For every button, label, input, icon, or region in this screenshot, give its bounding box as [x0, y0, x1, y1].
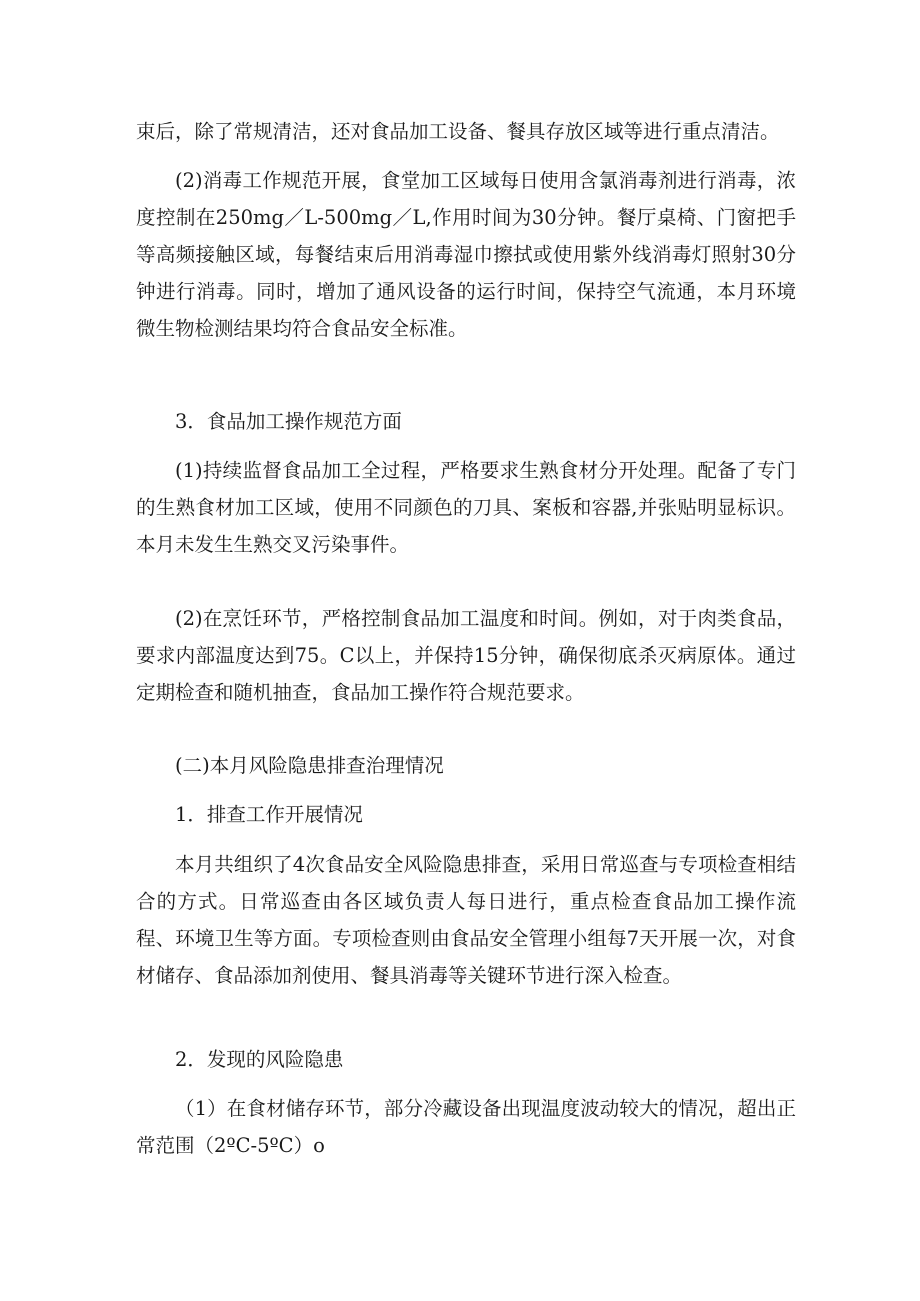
paragraph-cooking-temperature: (2)在烹饪环节，严格控制食品加工温度和时间。例如，对于肉类食品，要求内部温度达到75。C以上，并保持15分钟，确保彻底杀灭病原体。通过定期检查和随机抽查，食品加工操作符合规范要求。	[136, 607, 796, 704]
section-heading-processing: 3．食品加工操作规范方面	[175, 410, 402, 433]
section-heading-risk-check: (二)本月风险隐患排查治理情况	[175, 754, 444, 777]
subheading-found-risks: 2．发现的风险隐患	[175, 1048, 344, 1071]
paragraph-check-work: 本月共组织了4次食品安全风险隐患排查，采用日常巡查与专项检查相结合的方式。日常巡查由各区域负责人每日进行，重点检查食品加工操作流程、环境卫生等方面。专项检查则由食品安全管理小组每7天开展一次，对食材储存、食品添加剂使用、餐具消毒等关键环节进行深入检查。	[136, 853, 796, 987]
subheading-check-work: 1．排查工作开展情况	[175, 803, 363, 826]
paragraph-raw-cooked-separation: (1)持续监督食品加工全过程，严格要求生熟食材分开处理。配备了专门的生熟食材加工区域，使用不同颜色的刀具、案板和容器,并张贴明显标识。本月未发生生熟交叉污染事件。	[136, 459, 796, 556]
paragraph-disinfection: (2)消毒工作规范开展，食堂加工区域每日使用含氯消毒剂进行消毒，浓度控制在250mg／L-500mg／L,作用时间为30分钟。餐厅桌椅、门窗把手等高频接触区域，每餐结束后用消毒湿巾擦拭或使用紫外线消毒灯照射30分钟进行消毒。同时，增加了通风设备的运行时间，保持空气流通，本月环境微生物检测结果均符合食品安全标准。	[136, 169, 796, 340]
paragraph-cleaning-end: 束后，除了常规清洁，还对食品加工设备、餐具存放区域等进行重点清洁。	[136, 120, 780, 143]
paragraph-storage-risk: （1）在食材储存环节，部分冷藏设备出现温度波动较大的情况，超出正常范围（2ºC-5ºC）o	[136, 1097, 796, 1157]
